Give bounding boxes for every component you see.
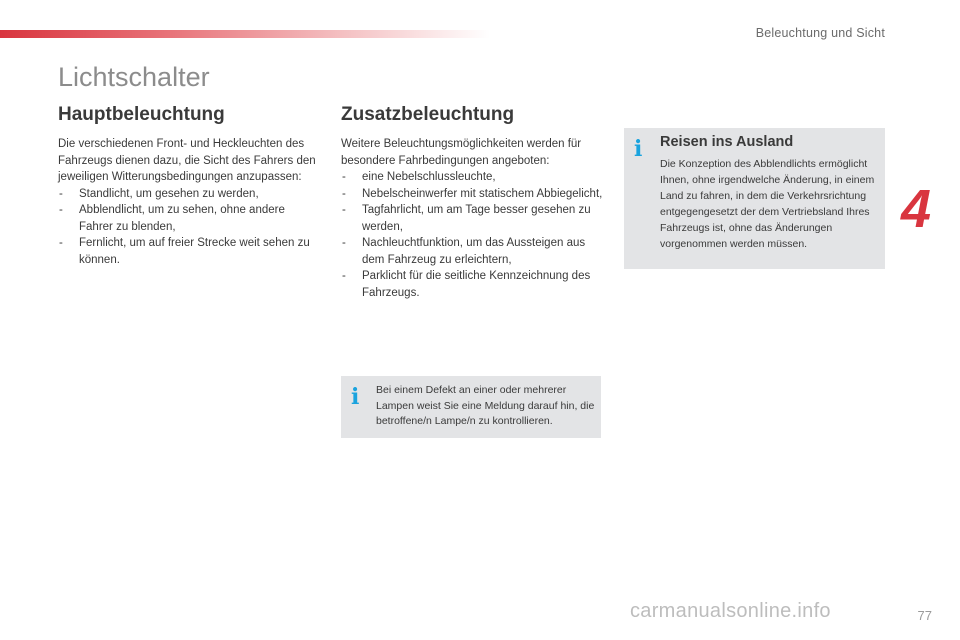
- info-icon: i: [634, 136, 643, 162]
- main-lights-intro: Die verschiedenen Front- und Heckleuchten des Fahrzeugs dienen dazu, die Sicht des Fahrers den jeweiligen Witterungsbedingungen anzupassen:: [58, 138, 316, 183]
- additional-lights-intro: Weitere Beleuchtungsmöglichkeiten werden für besondere Fahrbedingungen angeboten:: [341, 138, 582, 167]
- main-lights-list: [58, 186, 320, 269]
- watermark: carmanualsonline.info: [630, 600, 831, 622]
- info-box-heading: Reisen ins Ausland: [660, 134, 794, 150]
- info-box-text: Die Konzeption des Abblendlichts ermöglicht Ihnen, ohne irgendwelche Änderung, in einem Land zu fahren, in dem die Verkehrsrichtung entgegengesetzt der dem Vertriebsland Ihres Fahrzeugs ist, ohne das Änderungen vorgenommen werden müssen.: [660, 158, 875, 250]
- main-lights-heading: Hauptbeleuchtung: [58, 104, 225, 125]
- page-number: 77: [917, 608, 932, 623]
- info-box-lamp-defect: [341, 376, 601, 438]
- info-box-text: Bei einem Defekt an einer oder mehrerer Lampen weist Sie eine Meldung darauf hin, die betroffene/n Lampe/n zu kontrollieren.: [376, 384, 595, 427]
- list-item: - Fernlicht, um auf freier Strecke weit sehen zu können.: [58, 235, 320, 268]
- section-header: Beleuchtung und Sicht: [755, 26, 885, 40]
- list-item: - Tagfahrlicht, um am Tage besser gesehen zu werden,: [341, 202, 603, 235]
- list-item: - Abblendlicht, um zu sehen, ohne andere Fahrer zu blenden,: [58, 202, 320, 235]
- list-item: - Nebelscheinwerfer mit statischem Abbiegelicht,: [341, 186, 603, 203]
- page-title: Lichtschalter: [58, 62, 210, 92]
- header-accent-bar: [0, 30, 490, 38]
- main-lights-section: [58, 104, 320, 268]
- info-box-travel-abroad: [624, 128, 885, 269]
- list-item: - Parklicht für die seitliche Kennzeichnung des Fahrzeugs.: [341, 268, 603, 301]
- chapter-number: 4: [901, 179, 932, 239]
- additional-lights-section: [341, 104, 603, 301]
- list-item: - Nachleuchtfunktion, um das Aussteigen aus dem Fahrzeug zu erleichtern,: [341, 235, 603, 268]
- additional-lights-heading: Zusatzbeleuchtung: [341, 104, 515, 125]
- info-icon: i: [351, 384, 360, 410]
- list-item: - eine Nebelschlussleuchte,: [341, 169, 603, 186]
- additional-lights-list: [341, 169, 603, 301]
- list-item: - Standlicht, um gesehen zu werden,: [58, 186, 320, 203]
